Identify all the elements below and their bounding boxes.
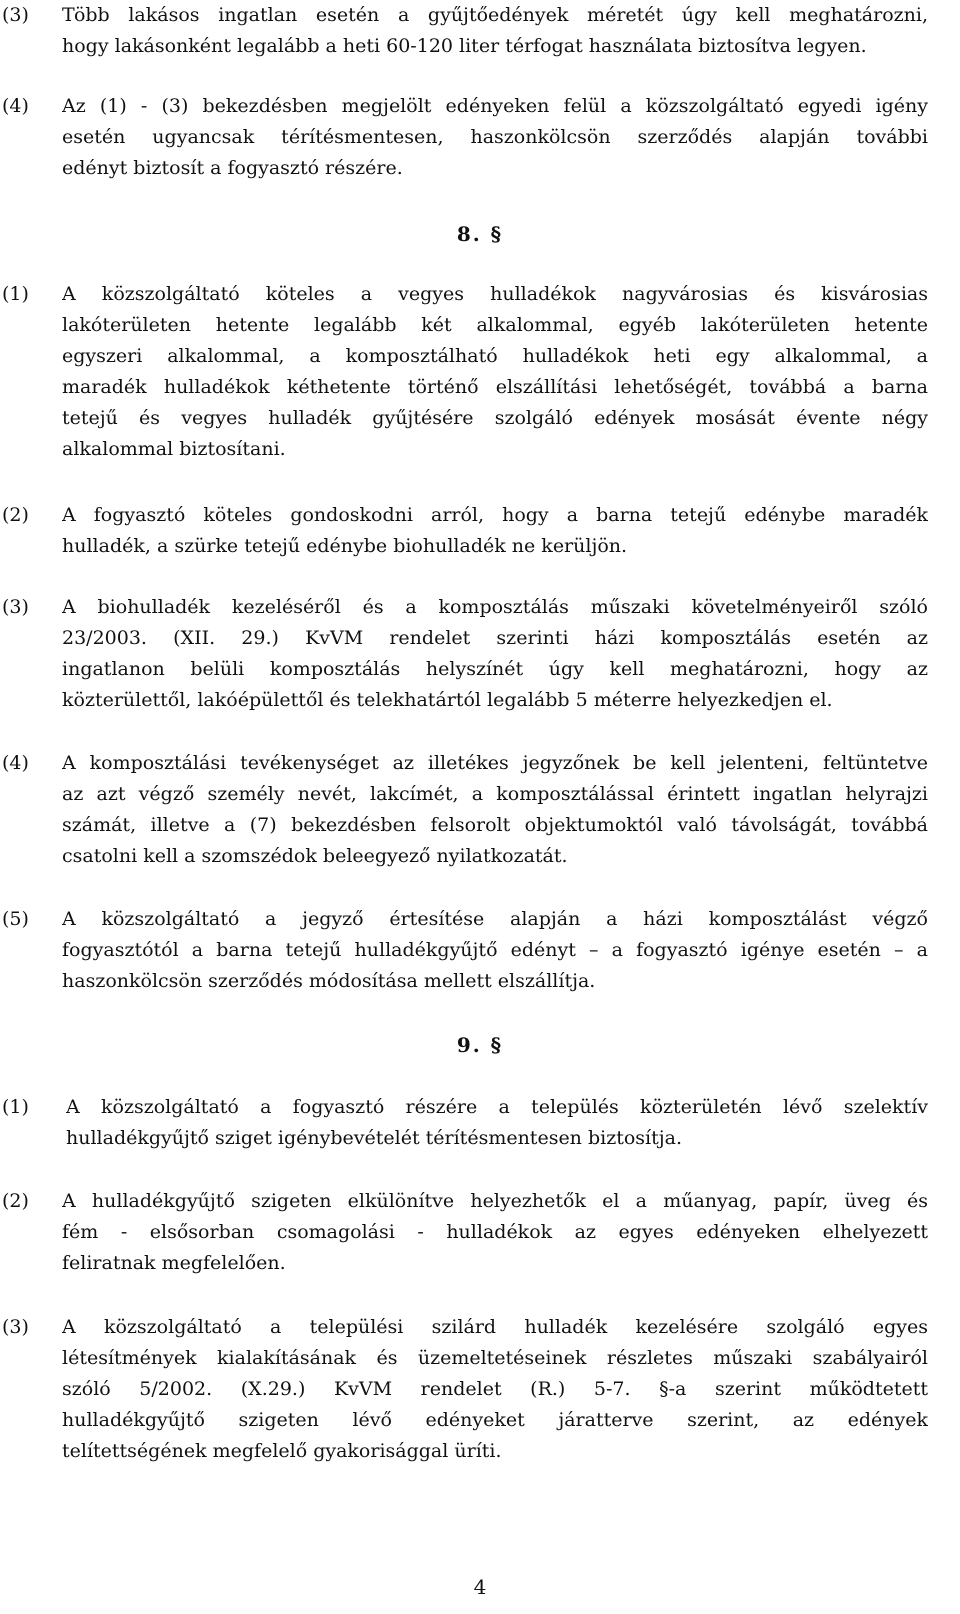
text-line: hogy lakásonként legalább a heti 60-120 liter térfogat használata biztosítva legyen. <box>62 35 867 57</box>
text-line: ingatlanon belüli komposztálás helyszínét úgy kell meghatározni, hogy az <box>62 658 928 680</box>
text-line: A biohulladék kezeléséről és a komposztálás műszaki követelményeiről szóló <box>62 596 928 618</box>
section-8-heading: 8. § <box>456 222 504 246</box>
text-line: feliratnak megfelelően. <box>62 1252 286 1274</box>
text-line: Az (1) - (3) bekezdésben megjelölt edényeken felül a közszolgáltató egyedi igény <box>62 95 928 117</box>
text-line: A fogyasztó köteles gondoskodni arról, hogy a barna tetejű edénybe maradék <box>62 504 928 526</box>
text-line: A közszolgáltató a jegyző értesítése alapján a házi komposztálást végző <box>62 908 928 930</box>
text-line: számát, illetve a (7) bekezdésben felsorolt objektumoktól való távolságát, továbbá <box>62 814 928 836</box>
paragraph-text <box>62 904 928 997</box>
text-line: A hulladékgyűjtő szigeten elkülönítve helyezhetők el a műanyag, papír, üveg és <box>62 1190 928 1212</box>
text-line: hulladék, a szürke tetejű edénybe biohulladék ne kerüljön. <box>62 535 628 557</box>
text-line: A komposztálási tevékenységet az illetékes jegyzőnek be kell jelenteni, feltüntetve <box>62 752 928 774</box>
text-line: edényt biztosít a fogyasztó részére. <box>62 157 403 179</box>
paragraph-number: (2) <box>2 1190 29 1212</box>
paragraph-number: (1) <box>2 283 29 305</box>
text-line: szóló 5/2002. (X.29.) KvVM rendelet (R.) 5-7. §-a szerint működtetett <box>62 1378 928 1400</box>
paragraph-number: (2) <box>2 504 29 526</box>
text-line: 23/2003. (XII. 29.) KvVM rendelet szerinti házi komposztálás esetén az <box>62 627 928 649</box>
text-line: lakóterületen hetente legalább két alkalommal, egyéb lakóterületen hetente <box>62 314 928 336</box>
paragraph-text <box>62 0 928 62</box>
paragraph-number: (3) <box>2 1316 29 1338</box>
text-line: hulladékgyűjtő sziget igénybevételét térítésmentesen biztosítja. <box>66 1127 683 1149</box>
paragraph-text <box>62 1186 928 1279</box>
text-line: A közszolgáltató a fogyasztó részére a település közterületén lévő szelektív <box>66 1096 928 1118</box>
text-line: alkalommal biztosítani. <box>62 438 286 460</box>
paragraph-text <box>62 1312 928 1467</box>
text-line: fogyasztótól a barna tetejű hulladékgyűjtő edényt – a fogyasztó igénye esetén – a <box>62 939 928 961</box>
text-line: A közszolgáltató a települési szilárd hulladék kezelésére szolgáló egyes <box>62 1316 928 1338</box>
text-line: egyszeri alkalommal, a komposztálható hulladékok heti egy alkalommal, a <box>62 345 928 367</box>
text-line: hulladékgyűjtő szigeten lévő edényeket járatterve szerint, az edények <box>62 1409 928 1431</box>
text-line: Több lakásos ingatlan esetén a gyűjtőedények méretét úgy kell meghatározni, <box>62 4 928 26</box>
paragraph-number: (4) <box>2 752 29 774</box>
text-line: fém - elsősorban csomagolási - hulladékok az egyes edényeken elhelyezett <box>62 1221 928 1243</box>
paragraph-text <box>62 592 928 716</box>
text-line: A közszolgáltató köteles a vegyes hulladékok nagyvárosias és kisvárosias <box>62 283 928 305</box>
paragraph-number: (4) <box>2 95 29 117</box>
text-line: tetejű és vegyes hulladék gyűjtésére szolgáló edények mosását évente négy <box>62 407 928 429</box>
text-line: esetén ugyancsak térítésmentesen, haszonkölcsön szerződés alapján további <box>62 126 928 148</box>
paragraph-text <box>62 279 928 465</box>
page-number: 4 <box>473 1575 487 1599</box>
section-9-heading: 9. § <box>456 1033 504 1057</box>
text-line: csatolni kell a szomszédok beleegyező nyilatkozatát. <box>62 845 568 867</box>
text-line: telítettségének megfelelő gyakorisággal üríti. <box>62 1440 502 1462</box>
text-line: létesítmények kialakításának és üzemeltetéseinek részletes műszaki szabályairól <box>62 1347 928 1369</box>
paragraph-text <box>62 748 928 872</box>
paragraph-text <box>62 500 928 562</box>
paragraph-number: (1) <box>2 1096 29 1118</box>
paragraph-number: (3) <box>2 596 29 618</box>
paragraph-text <box>62 91 928 184</box>
paragraph-number: (5) <box>2 908 29 930</box>
paragraph-text <box>66 1092 928 1154</box>
text-line: az azt végző személy nevét, lakcímét, a komposztálással érintett ingatlan helyrajzi <box>62 783 928 805</box>
text-line: közterülettől, lakóépülettől és telekhatártól legalább 5 méterre helyezkedjen el. <box>62 689 833 711</box>
paragraph-number: (3) <box>2 4 29 26</box>
text-line: maradék hulladékok kéthetente történő elszállítási lehetőségét, továbbá a barna <box>62 376 928 398</box>
text-line: haszonkölcsön szerződés módosítása mellett elszállítja. <box>62 970 596 992</box>
